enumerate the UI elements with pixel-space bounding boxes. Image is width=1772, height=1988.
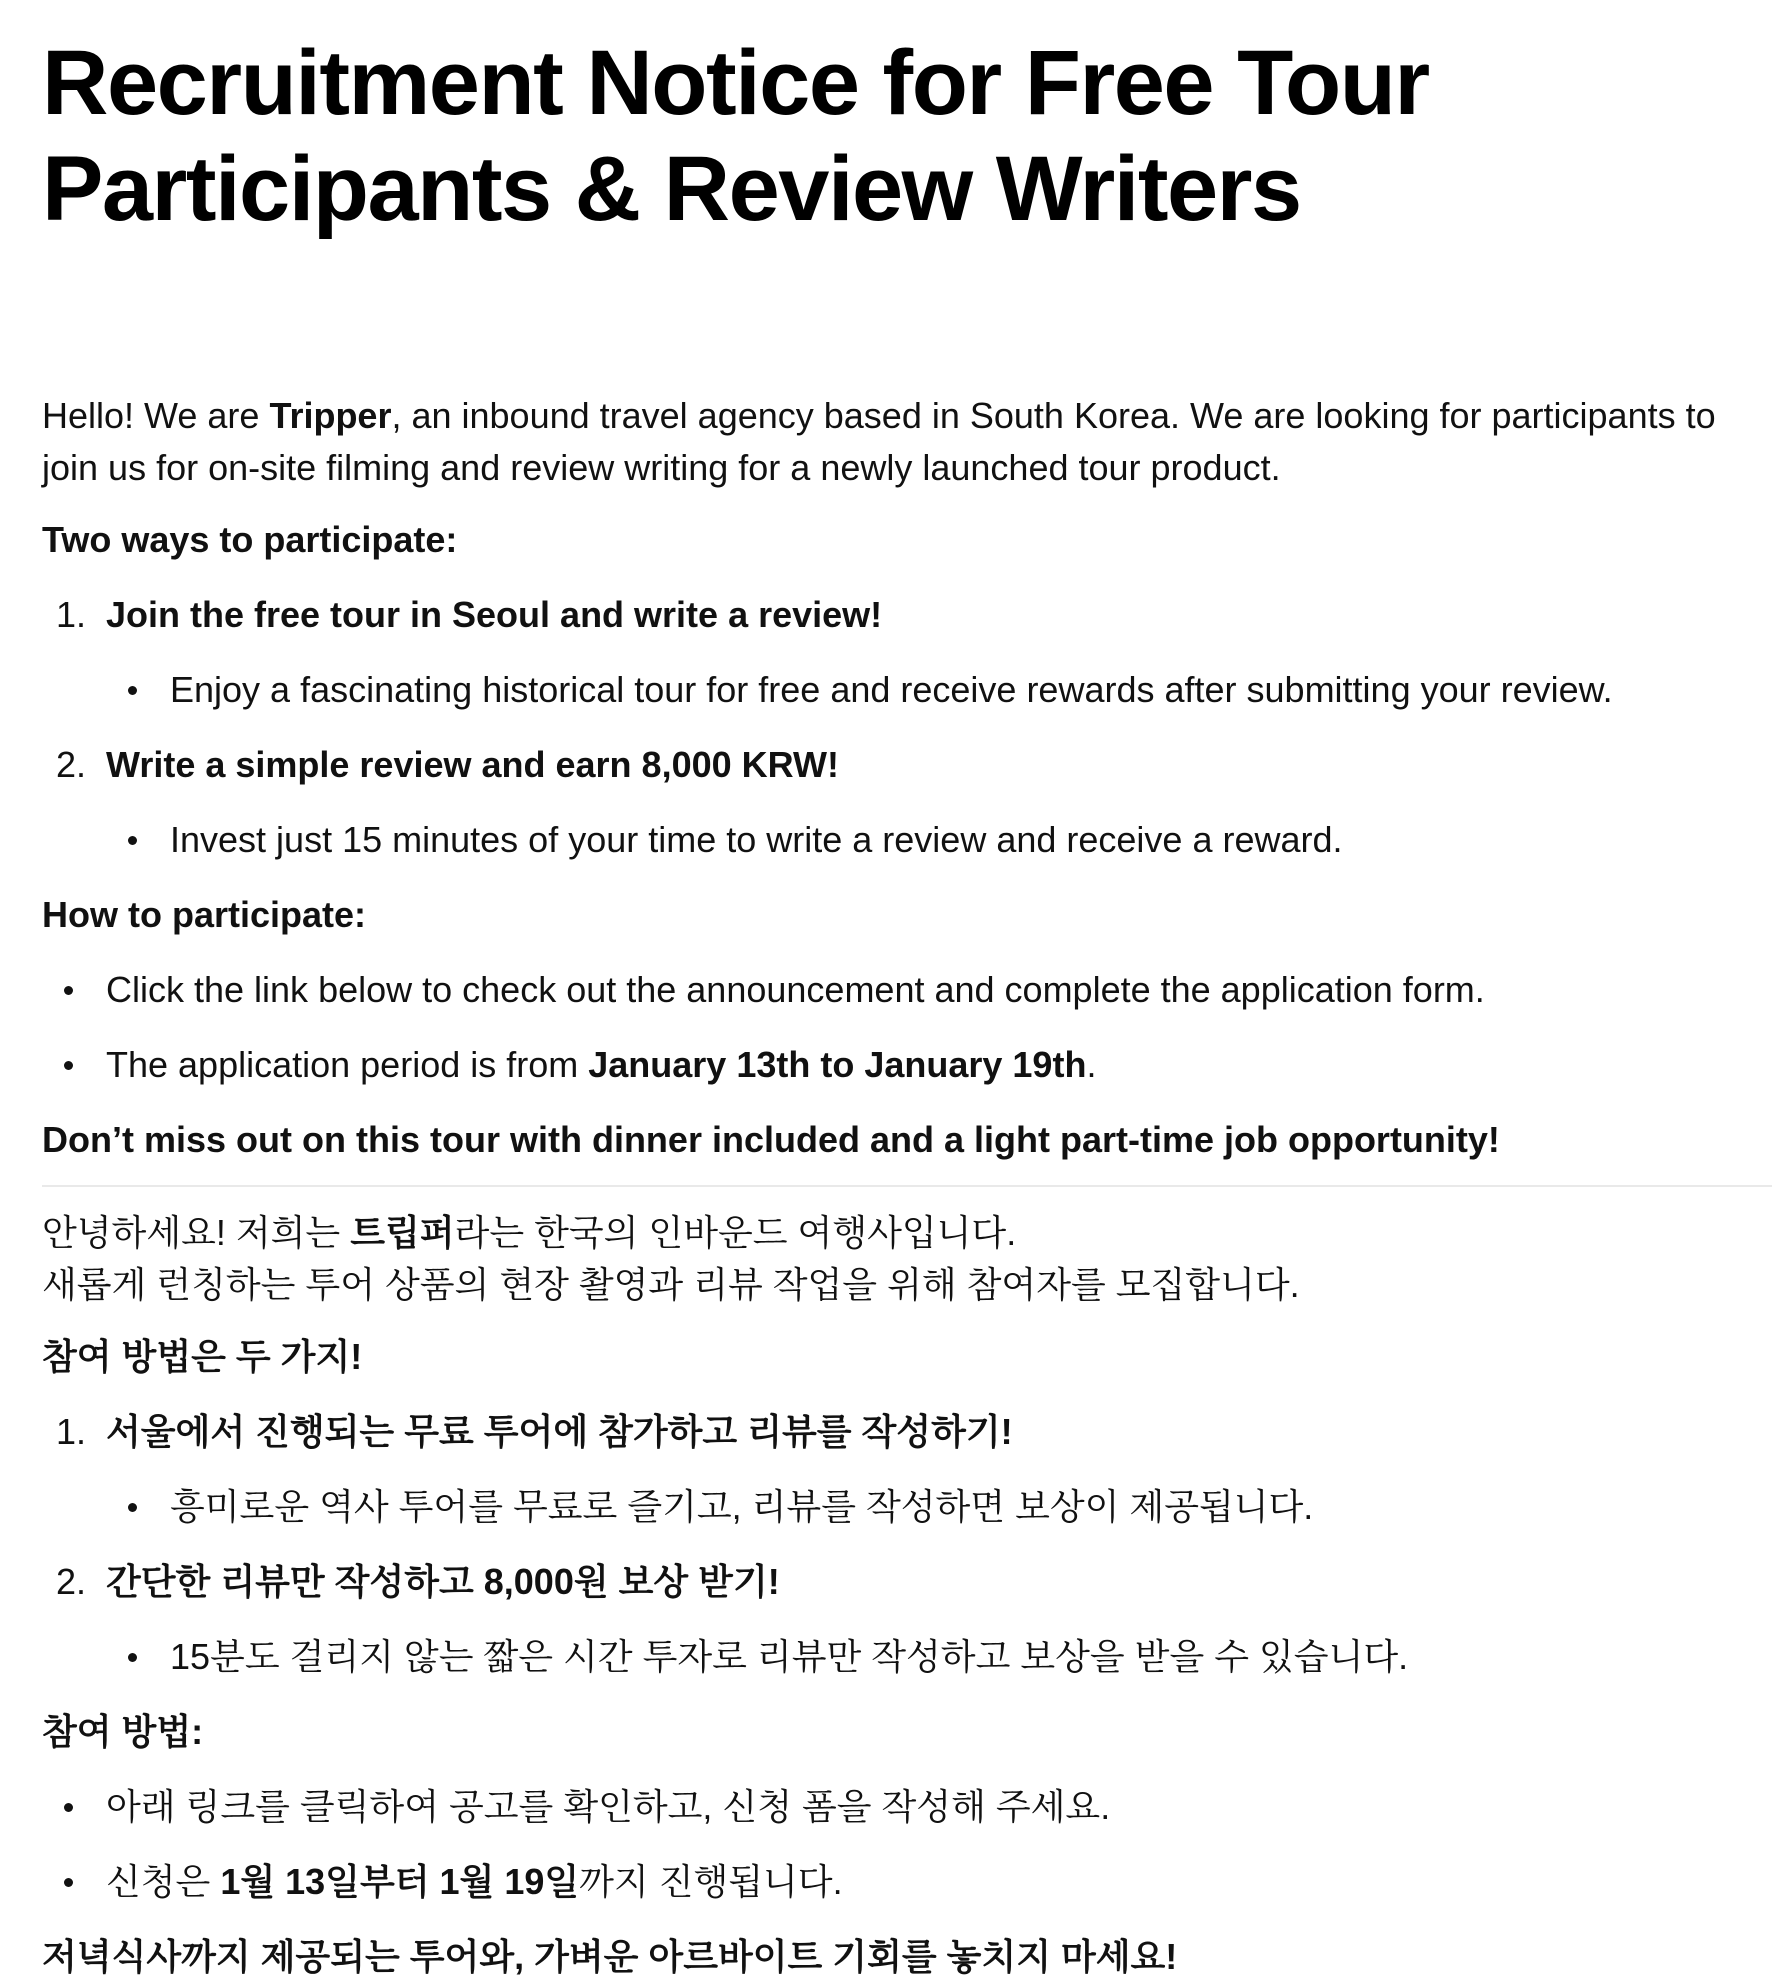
way-item-1 [42,589,1772,641]
way-item-1-ko [42,1406,1772,1458]
bullet-icon [64,1061,73,1070]
how-heading: How to participate: [42,894,367,935]
bullet-icon [128,836,137,845]
way-item-2 [42,739,1772,791]
way-detail: Enjoy a fascinating historical tour for free and receive rewards after submitting your review. [170,669,1613,710]
page-title: Recruitment Notice for Free Tour Participants & Review Writers [42,32,1429,240]
ways-heading-ko: 참여 방법은 두 가지! [42,1336,363,1377]
closing-line: Don’t miss out on this tour with dinner included and a light part-time job opportunity! [42,1119,1500,1160]
how-step-text-before: The application period is from [106,1044,589,1085]
brand-name: Tripper [269,395,392,436]
way-title: 서울에서 진행되는 무료 투어에 참가하고 리뷰를 작성하기! [106,1411,1013,1452]
way-title: 간단한 리뷰만 작성하고 8,000원 보상 받기! [106,1561,780,1602]
way-detail-item-2 [42,814,1772,866]
bullet-icon [128,1653,137,1662]
way-detail-item-1 [42,664,1772,716]
how-step-1-ko [42,1781,1772,1833]
application-period: 1월 13일부터 1월 19일 [220,1861,580,1902]
way-number: 1. [56,1411,87,1452]
how-step-2 [42,1039,1772,1091]
how-step-text-after: 까지 진행됩니다. [579,1861,843,1902]
intro-text-before: Hello! We are [42,395,270,436]
intro-text-after: 라는 한국의 인바운드 여행사입니다. [454,1212,1017,1253]
way-detail: 흥미로운 역사 투어를 무료로 즐기고, 리뷰를 작성하면 보상이 제공됩니다. [170,1486,1314,1527]
intro-text-line2: 새롭게 런칭하는 투어 상품의 현장 촬영과 리뷰 작업을 위해 참여자를 모집합니다. [42,1264,1300,1305]
how-step-2-ko [42,1856,1772,1908]
how-step-text: Click the link below to check out the announcement and complete the application form. [106,969,1485,1010]
intro-paragraph-ko [42,1207,1762,1311]
bullet-icon [64,986,73,995]
intro-text-before: 안녕하세요! 저희는 [42,1212,351,1253]
way-detail: 15분도 걸리지 않는 짧은 시간 투자로 리뷰만 작성하고 보상을 받을 수 있습니다. [170,1636,1409,1677]
how-step-1 [42,964,1772,1016]
way-item-2-ko [42,1556,1772,1608]
korean-section [42,1207,1772,1983]
how-step-text-before: 신청은 [106,1861,221,1902]
bullet-icon [128,1503,137,1512]
application-period: January 13th to January 19th [588,1044,1087,1085]
ways-heading: Two ways to participate: [42,519,458,560]
way-detail-item-1-ko [42,1481,1772,1533]
way-detail: Invest just 15 minutes of your time to write a review and receive a reward. [170,819,1343,860]
way-title: Join the free tour in Seoul and write a review! [106,594,883,635]
way-number: 1. [56,594,87,635]
how-step-text-after: . [1086,1044,1097,1085]
brand-name: 트립퍼 [350,1212,455,1253]
way-number: 2. [56,1561,87,1602]
intro-text-after: , an inbound travel agency based in South Korea. We are looking for participants to join us for on-site filming and review writing for a newly launched tour product. [42,395,1716,488]
intro-paragraph [42,390,1762,494]
way-number: 2. [56,744,87,785]
way-title: Write a simple review and earn 8,000 KRW! [106,744,839,785]
bullet-icon [64,1803,73,1812]
english-section [42,390,1772,1166]
way-detail-item-2-ko [42,1631,1772,1683]
bullet-icon [128,686,137,695]
closing-line-ko: 저녁식사까지 제공되는 투어와, 가벼운 아르바이트 기회를 놓치지 마세요! [42,1936,1178,1977]
how-step-text: 아래 링크를 클릭하여 공고를 확인하고, 신청 폼을 작성해 주세요. [106,1786,1111,1827]
section-divider [42,1185,1772,1187]
bullet-icon [64,1878,73,1887]
how-heading-ko: 참여 방법: [42,1711,204,1752]
